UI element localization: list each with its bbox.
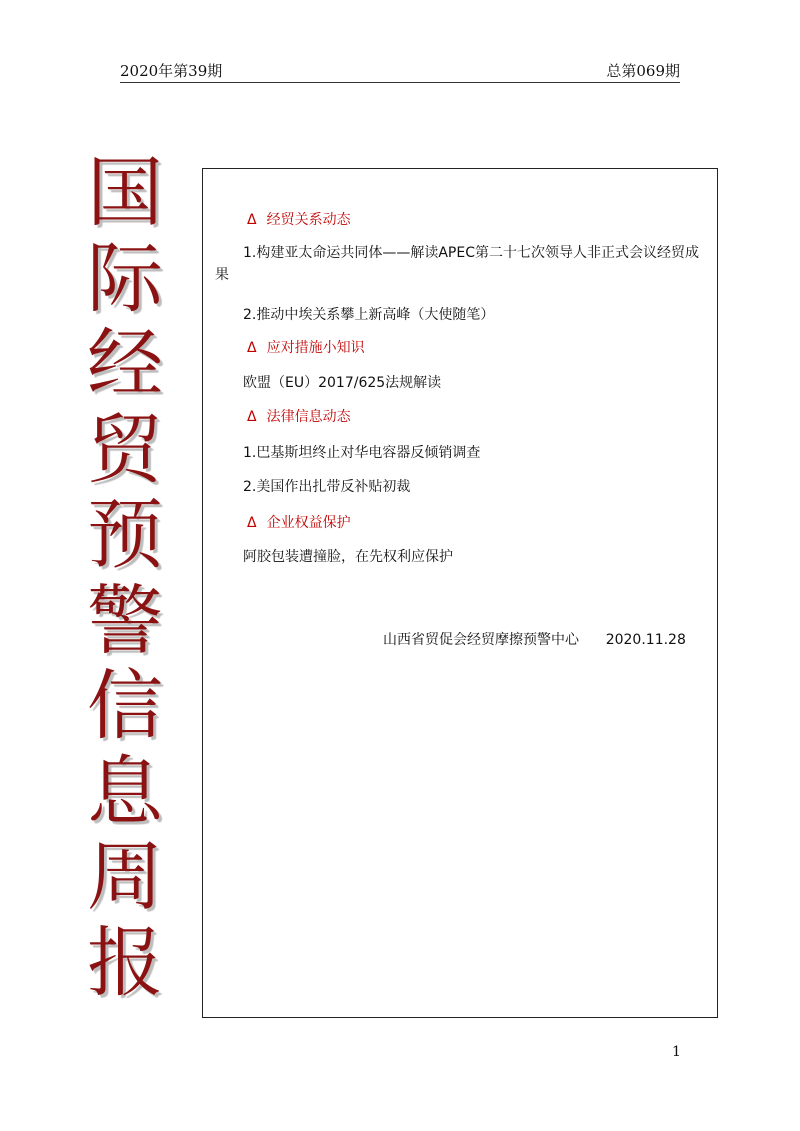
triangle-icon: Δ [247,212,257,228]
title-char: 信 [87,661,163,750]
vertical-title [70,150,180,1005]
issue-number: 2020年第39期 [120,62,223,80]
article-link[interactable]: 2.推动中埃关系攀上新高峰（大使随笔） [243,307,495,323]
issue-date: 2020.11.28 [605,632,686,648]
article-link[interactable]: 1.构建亚太命运共同体——解读APEC第二十七次领导人非正式会议经贸成果 [215,245,699,283]
title-char: 息 [87,746,163,836]
section-heading-trade-relations [247,209,351,229]
page-number: 1 [672,1044,681,1060]
title-char: 际 [87,233,163,323]
issuer-org: 山西省贸促会经贸摩擦预警中心 [383,632,579,648]
title-char: 贸 [87,404,163,494]
section-heading-enterprise-rights [247,512,351,532]
triangle-icon: Δ [247,340,257,356]
triangle-icon: Δ [247,515,257,531]
section-title: 企业权益保护 [266,515,351,531]
total-issue-number: 总第069期 [606,62,680,80]
section-heading-legal-info [247,406,351,426]
issuer-signature [383,629,686,649]
article-link[interactable]: 1.巴基斯坦终止对华电容器反倾销调查 [243,445,481,461]
title-char: 周 [87,832,163,921]
article-link[interactable]: 欧盟（EU）2017/625法规解读 [243,375,442,391]
section-heading-countermeasures [247,337,365,357]
article-link[interactable]: 2.美国作出扎带反补贴初裁 [243,479,411,495]
section-title: 应对措施小知识 [266,340,365,356]
title-char: 国 [87,148,163,237]
title-char: 报 [87,917,163,1007]
contents-box [202,168,718,1018]
page-header [120,60,680,83]
article-link[interactable]: 阿胶包装遭撞脸，在先权利应保护 [243,549,453,565]
title-char: 预 [87,490,163,579]
section-title: 经贸关系动态 [266,212,351,228]
title-char: 警 [87,575,163,665]
title-char: 经 [87,319,163,408]
section-title: 法律信息动态 [266,409,351,425]
triangle-icon: Δ [247,409,257,425]
